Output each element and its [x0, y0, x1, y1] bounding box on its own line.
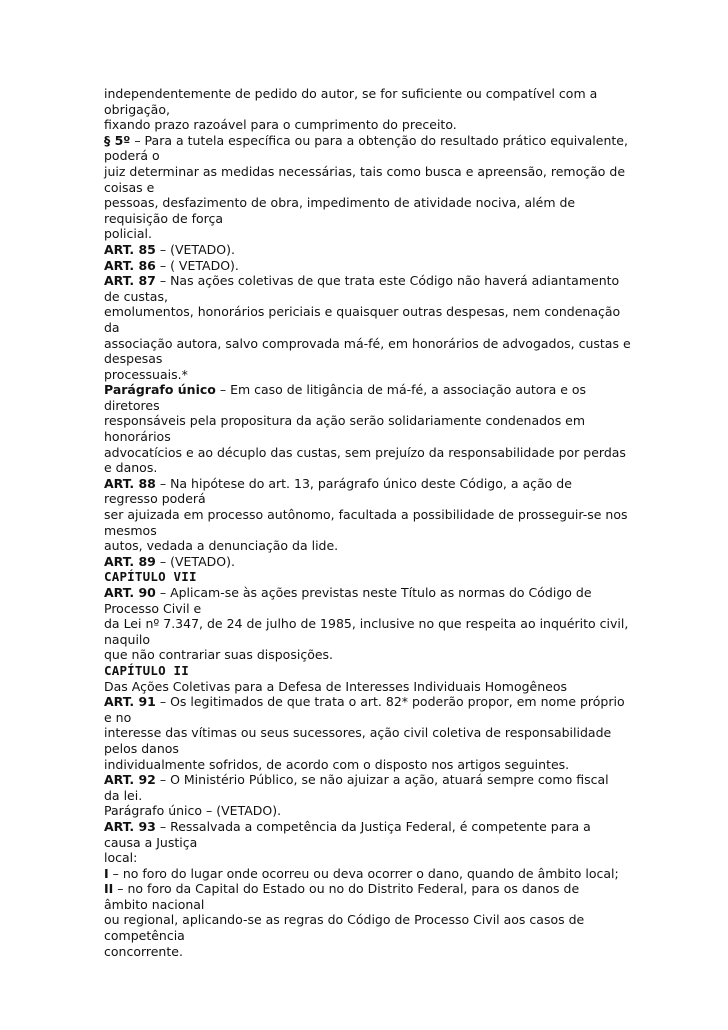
document-body — [104, 86, 664, 959]
line-text: policial. — [104, 226, 152, 242]
line-text: Parágrafo único – (VETADO). — [104, 803, 282, 819]
line-text: – no foro do lugar onde ocorreu ou deva ocorrer o dano, quando de âmbito local; — [108, 865, 619, 881]
line-text: honorários — [104, 429, 171, 445]
text-line — [104, 757, 664, 773]
text-line — [104, 398, 664, 414]
chapter-heading — [104, 569, 664, 585]
text-line — [104, 117, 664, 133]
text-line — [104, 912, 664, 928]
line-text: competência — [104, 928, 185, 944]
text-line — [104, 351, 664, 367]
line-text: Processo Civil e — [104, 600, 202, 616]
line-text: processuais.* — [104, 366, 188, 382]
line-text: âmbito nacional — [104, 896, 205, 912]
text-line — [104, 320, 664, 336]
line-text: – Em caso de litigância de má-fé, a associação autora e os — [215, 382, 587, 398]
article-label: ART. 87 — [104, 273, 156, 289]
article-line — [104, 133, 664, 149]
text-line — [104, 523, 664, 539]
line-text: fixando prazo razoável para o cumprimento do preceito. — [104, 117, 457, 133]
text-line — [104, 710, 664, 726]
text-line — [104, 741, 664, 757]
text-line — [104, 538, 664, 554]
text-line — [104, 616, 664, 632]
text-line — [104, 367, 664, 383]
line-text: da lei. — [104, 787, 143, 803]
line-text: – (VETADO). — [155, 553, 235, 569]
line-text: associação autora, salvo comprovada má-fé, em honorários de advogados, custas e — [104, 335, 631, 351]
line-text: – O Ministério Público, se não ajuizar a ação, atuará sempre como fiscal — [155, 772, 609, 788]
article-line — [104, 258, 664, 274]
text-line — [104, 211, 664, 227]
article-line — [104, 585, 664, 601]
line-text: local: — [104, 850, 138, 866]
text-line — [104, 304, 664, 320]
line-text: – Na hipótese do art. 13, parágrafo único deste Código, a ação de — [155, 475, 572, 491]
article-label: ART. 91 — [104, 694, 156, 710]
line-text: – Ressalvada a competência da Justiça Federal, é competente para a — [155, 818, 591, 834]
line-text: da Lei nº 7.347, de 24 de julho de 1985, inclusive no que respeita ao inquérito civil, — [104, 616, 629, 632]
article-line — [104, 819, 664, 835]
line-text: autos, vedada a denunciação da lide. — [104, 538, 339, 554]
article-label: ART. 89 — [104, 553, 156, 569]
line-text: que não contrariar suas disposições. — [104, 647, 334, 663]
line-text: – Os legitimados de que trata o art. 82* poderão propor, em nome próprio — [155, 694, 625, 710]
article-label: Parágrafo único — [104, 382, 216, 398]
text-line — [104, 148, 664, 164]
article-label: ART. 86 — [104, 257, 156, 273]
article-label: ART. 90 — [104, 585, 156, 600]
article-line — [104, 273, 664, 289]
line-text: naquilo — [104, 631, 151, 647]
line-text: coisas e — [104, 179, 155, 195]
text-line — [104, 647, 664, 663]
text-line — [104, 725, 664, 741]
text-line — [104, 788, 664, 804]
text-line — [104, 195, 664, 211]
text-line — [104, 944, 664, 960]
chapter-heading-text: CAPÍTULO VII — [104, 569, 197, 585]
text-line — [104, 226, 664, 242]
text-line — [104, 679, 664, 695]
line-text: independentemente de pedido do autor, se for suficiente ou compatível com a — [104, 86, 598, 101]
article-line — [104, 476, 664, 492]
line-text: diretores — [104, 397, 160, 413]
text-line — [104, 507, 664, 523]
line-text: de custas, — [104, 288, 168, 304]
line-text: – Nas ações coletivas de que trata este Código não haverá adiantamento — [155, 273, 620, 289]
article-line — [104, 242, 664, 258]
line-text: pelos danos — [104, 740, 179, 756]
article-label: ART. 92 — [104, 772, 156, 788]
line-text: requisição de força — [104, 210, 224, 226]
text-line — [104, 632, 664, 648]
line-text: advocatícios e ao décuplo das custas, sem prejuízo da responsabilidade por perdas — [104, 444, 626, 460]
line-text: e no — [104, 709, 132, 725]
article-line — [104, 772, 664, 788]
article-line — [104, 554, 664, 570]
text-line — [104, 180, 664, 196]
article-line — [104, 694, 664, 710]
text-line — [104, 491, 664, 507]
line-text: – Aplicam-se às ações previstas neste Título as normas do Código de — [155, 585, 592, 600]
line-text: obrigação, — [104, 101, 170, 117]
text-line — [104, 86, 664, 102]
line-text: – Para a tutela específica ou para a obtenção do resultado prático equivalente, — [130, 132, 628, 148]
line-text: – (VETADO). — [155, 241, 235, 257]
line-text: causa a Justiça — [104, 834, 198, 850]
article-label: I — [104, 865, 109, 881]
text-line — [104, 102, 664, 118]
line-text: regresso poderá — [104, 491, 206, 507]
text-line — [104, 445, 664, 461]
article-line — [104, 382, 664, 398]
line-text: poderá o — [104, 148, 160, 164]
chapter-heading — [104, 663, 664, 679]
text-line — [104, 429, 664, 445]
text-line — [104, 413, 664, 429]
line-text: mesmos — [104, 522, 157, 538]
text-line — [104, 835, 664, 851]
line-text: despesas — [104, 351, 163, 367]
text-line — [104, 601, 664, 617]
line-text: individualmente sofridos, de acordo com o disposto nos artigos seguintes. — [104, 756, 570, 772]
article-label: § 5º — [104, 132, 131, 148]
text-line — [104, 928, 664, 944]
line-text: ser ajuizada em processo autônomo, facultada a possibilidade de prosseguir-se nos — [104, 507, 628, 523]
article-line — [104, 881, 664, 897]
line-text: responsáveis pela propositura da ação serão solidariamente condenados em — [104, 413, 586, 429]
article-line — [104, 866, 664, 882]
line-text: concorrente. — [104, 943, 183, 959]
article-label: II — [104, 881, 114, 897]
chapter-heading-text: CAPÍTULO II — [104, 662, 189, 678]
text-line — [104, 336, 664, 352]
line-text: Das Ações Coletivas para a Defesa de Interesses Individuais Homogêneos — [104, 678, 567, 694]
line-text: pessoas, desfazimento de obra, impedimento de atividade nociva, além de — [104, 195, 576, 211]
text-line — [104, 897, 664, 913]
line-text: – ( VETADO). — [155, 257, 239, 273]
text-line — [104, 803, 664, 819]
line-text: ou regional, aplicando-se as regras do Código de Processo Civil aos casos de — [104, 912, 585, 928]
line-text: – no foro da Capital do Estado ou no do Distrito Federal, para os danos de — [113, 881, 580, 897]
text-line — [104, 289, 664, 305]
line-text: e danos. — [104, 460, 158, 476]
article-label: ART. 88 — [104, 475, 156, 491]
line-text: interesse das vítimas ou seus sucessores, ação civil coletiva de responsabilidade — [104, 725, 612, 741]
text-line — [104, 164, 664, 180]
text-line — [104, 460, 664, 476]
article-label: ART. 85 — [104, 241, 156, 257]
line-text: da — [104, 319, 120, 335]
line-text: emolumentos, honorários periciais e quaisquer outras despesas, nem condenação — [104, 304, 621, 320]
article-label: ART. 93 — [104, 818, 156, 834]
text-line — [104, 850, 664, 866]
line-text: juiz determinar as medidas necessárias, tais como busca e apreensão, remoção de — [104, 163, 626, 179]
